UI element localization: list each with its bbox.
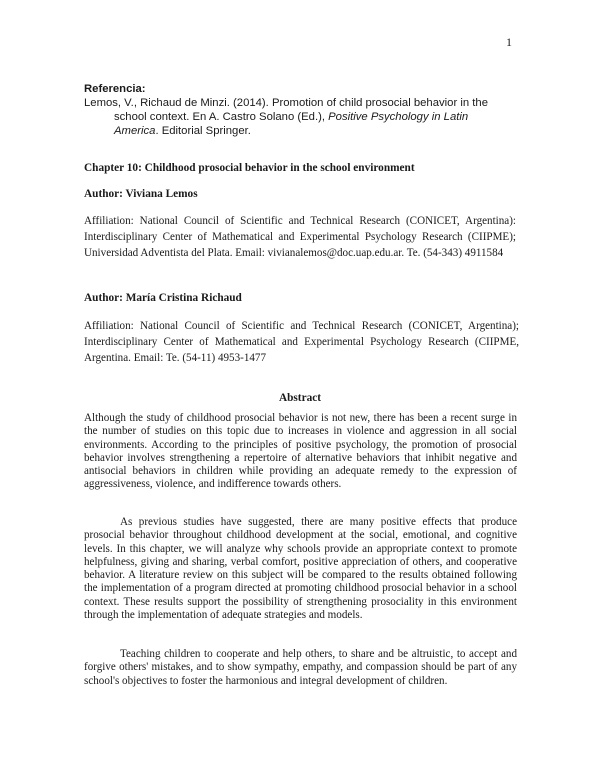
author-1-heading: Author: Viviana Lemos: [84, 188, 198, 200]
abstract-paragraph-1: Although the study of childhood prosocial behavior is not new, there has been a recent surge in the number of studies on this topic due to increases in violence and aggression in all social environments. According to the principles of positive psychology, the promotion of prosocial behavior involves strengthening a repertoire of alternative behaviors that inhibit negative and antisocial behaviors in children while providing an adequate remedy to the expression of aggressiveness, violence, and indifference towards others.: [84, 412, 517, 491]
citation-line-3: [84, 124, 524, 138]
reference-citation: [84, 96, 524, 138]
citation-line-2: [84, 110, 524, 124]
citation-book-title: Positive Psychology in Latin: [328, 111, 469, 123]
reference-label: Referencia:: [84, 83, 146, 95]
page-number: 1: [506, 35, 512, 49]
abstract-paragraph-2: As previous studies have suggested, there are many positive effects that produce prosocial behavior throughout childhood development at the social, emotional, and cognitive levels. In this chapter, we will analyze why schools provide an appropriate context to promote helpfulness, giving and sharing, verbal comfort, positive appreciation of others, and cooperative behavior. A literature review on this subject will be compared to the results obtained following the implementation of a program directed at promoting childhood prosocial behavior in a school context. These results support the possibility of strengthening prosociality in this environment through the implementation of adequate strategies and models.: [84, 516, 517, 622]
abstract-paragraph-3: Teaching children to cooperate and help others, to share and be altruistic, to accept and forgive others' mistakes, and to show sympathy, empathy, and compassion should be part of any school's objectives to foster the harmonious and integral development of children.: [84, 648, 517, 687]
abstract-heading: Abstract: [278, 392, 322, 404]
author-1-affiliation: Affiliation: National Council of Scientific and Technical Research (CONICET, Argentina): Interdisciplinary Center of Mathematical and Experimental Psychology Research (CIIPME); Universidad Adventista del Plata. Email: vivianalemos@doc.uap.edu.ar. Te. (54-343) 4911584: [84, 215, 516, 259]
chapter-title: Chapter 10: Childhood prosocial behavior in the school environment: [84, 162, 415, 174]
reference-block: [84, 82, 524, 138]
citation-book-title-cont: America: [114, 125, 156, 137]
author-2-heading: Author: María Cristina Richaud: [84, 292, 242, 304]
citation-text: school context. En A. Castro Solano (Ed.),: [114, 111, 329, 123]
citation-line-1: Lemos, V., Richaud de Minzi. (2014). Promotion of child prosocial behavior in the: [84, 97, 488, 109]
citation-publisher: . Editorial Springer.: [155, 125, 251, 137]
author-2-affiliation: Affiliation: National Council of Scientific and Technical Research (CONICET, Argentina); Interdisciplinary Center of Mathematical and Experimental Psychology Research (CIIPME, Argentina. Email: Te. (54-11) 4953-1477: [84, 320, 519, 364]
